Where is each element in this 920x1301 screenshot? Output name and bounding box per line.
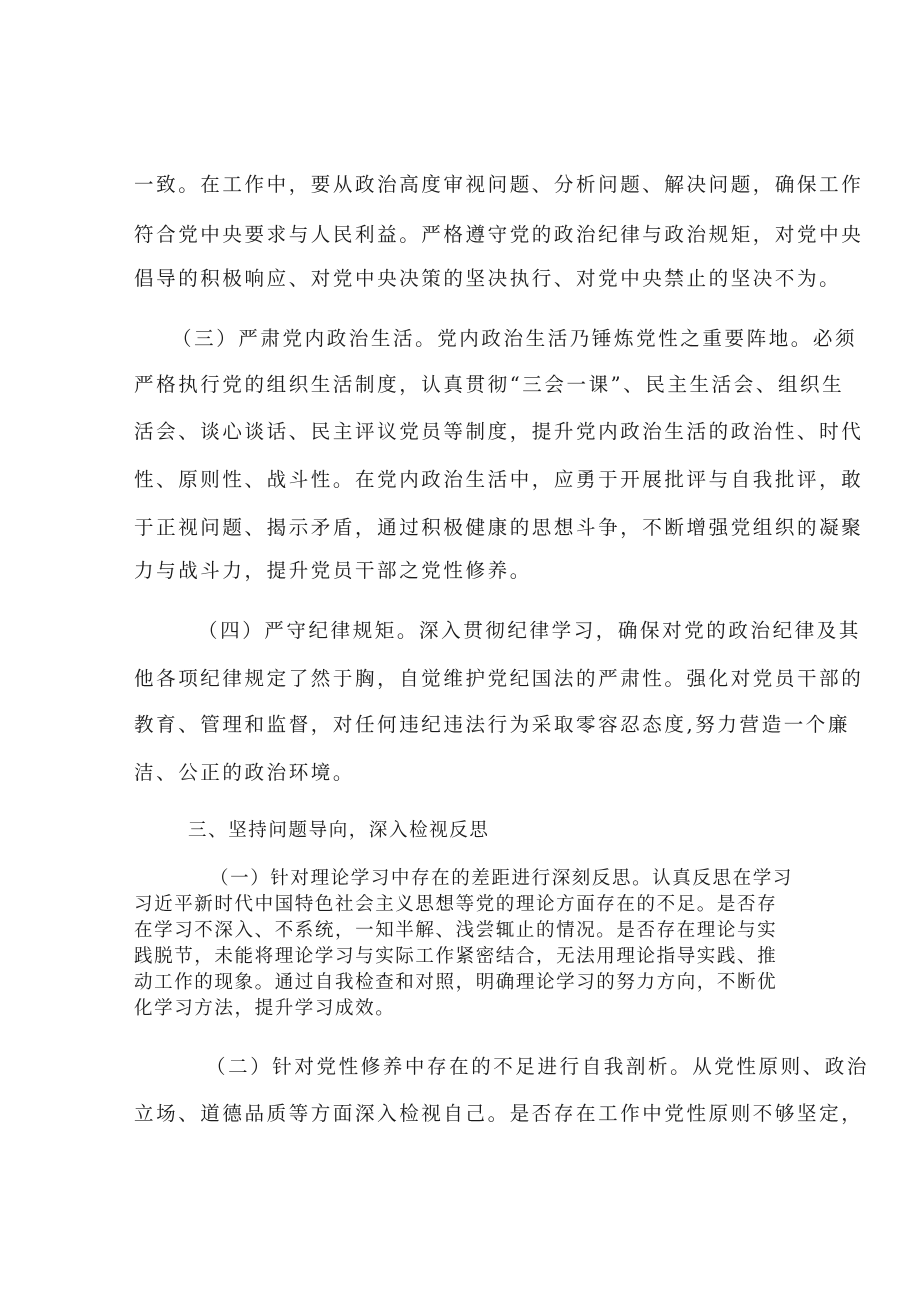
text-line: 活会、谈心谈话、民主评议党员等制度，提升党内政治生活的政治性、时代 xyxy=(134,420,864,443)
text-line: 于正视问题、揭示矛盾，通过积极健康的思想斗争，不断增强党组织的凝聚 xyxy=(134,516,864,539)
text-line: （三）严肃党内政治生活。党内政治生活乃锤炼党性之重要阵地。必须 xyxy=(172,327,858,350)
text-line: 践脱节，未能将理论学习与实际工作紧密结合，无法用理论指导实践、推 xyxy=(134,946,778,967)
text-line: 动工作的现象。通过自我检查和对照，明确理论学习的努力方向，不断优 xyxy=(134,972,778,993)
text-line: 立场、道德品质等方面深入检视自己。是否存在工作中党性原则不够坚定， xyxy=(134,1102,864,1125)
text-line: 严格执行党的组织生活制度，认真贯彻“三会一课”、民主生活会、组织生 xyxy=(134,373,845,396)
text-line: （四）严守纪律规矩。深入贯彻纪律学习，确保对党的政治纪律及其 xyxy=(198,619,862,642)
section-heading: 三、坚持问题导向，深入检视反思 xyxy=(188,820,490,841)
text-line: （一）针对理论学习中存在的差距进行深刻反思。认真反思在学习 xyxy=(210,868,793,889)
text-line: （二）针对党性修养中存在的不足进行自我剖析。从党性原则、政治 xyxy=(206,1055,870,1078)
text-line: 力与战斗力，提升党员干部之党性修养。 xyxy=(134,559,532,582)
text-line: 他各项纪律规定了然于胸，自觉维护党纪国法的严肃性。强化对党员干部的 xyxy=(134,667,864,690)
text-line: 符合党中央要求与人民利益。严格遵守党的政治纪律与政治规矩，对党中央 xyxy=(134,223,864,246)
text-line: 化学习方法，提升学习成效。 xyxy=(134,998,396,1019)
text-line: 一致。在工作中，要从政治高度审视问题、分析问题、解决问题，确保工作 xyxy=(134,173,864,196)
text-line: 倡导的积极响应、对党中央决策的坚决执行、对党中央禁止的坚决不为。 xyxy=(134,267,842,290)
text-line: 在学习不深入、不系统，一知半解、浅尝辄止的情况。是否存在理论与实 xyxy=(134,920,778,941)
text-line: 教育、管理和监督，对任何违纪违法行为采取零容忍态度,努力营造一个廉 xyxy=(134,713,850,736)
text-line: 洁、公正的政治环境。 xyxy=(134,761,356,784)
text-line: 习近平新时代中国特色社会主义思想等党的理论方面存在的不足。是否存 xyxy=(134,894,778,915)
text-line: 性、原则性、战斗性。在党内政治生活中，应勇于开展批评与自我批评，敢 xyxy=(134,468,864,491)
